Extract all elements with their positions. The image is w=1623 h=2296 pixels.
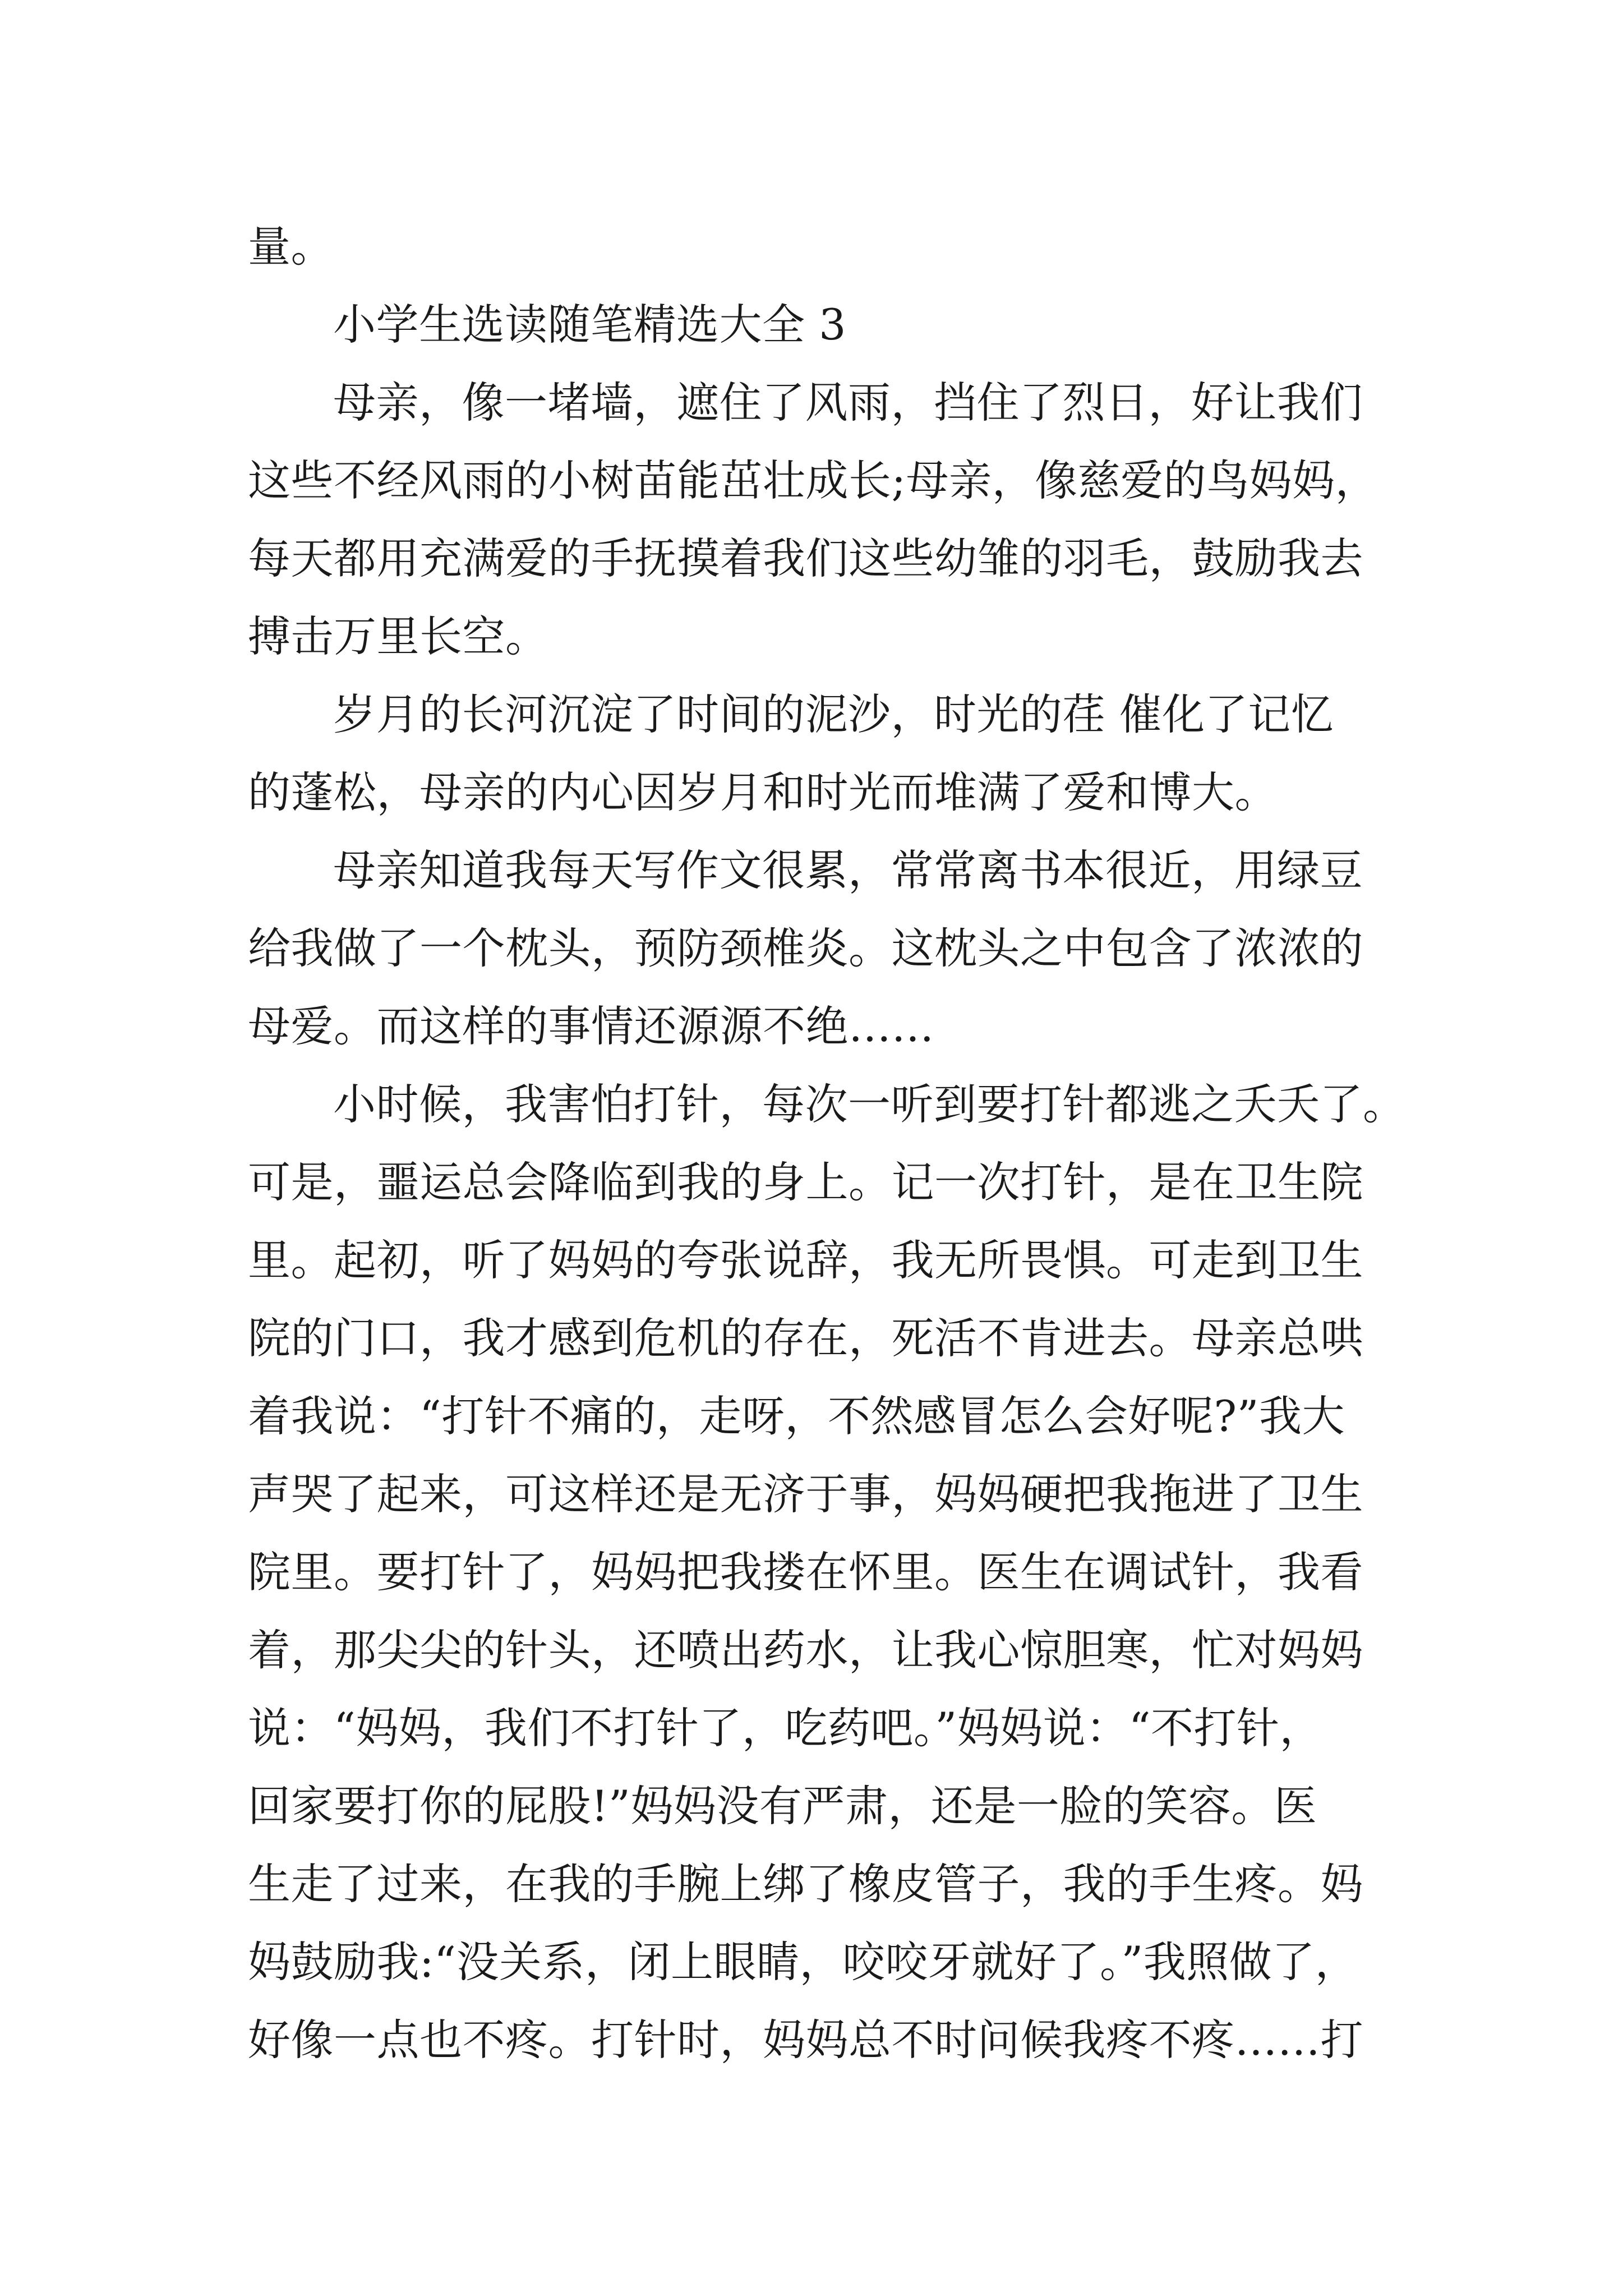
text-line-9: 母亲知道我每天写作文很累，常常离书本很近，用绿豆 [333,845,1363,895]
text-line-14: 里。起初，听了妈妈的夸张说辞，我无所畏惧。可走到卫生 [248,1235,1363,1285]
text-line-18: 院里。要打针了，妈妈把我搂在怀里。医生在调试针，我看 [248,1547,1363,1597]
text-line-24: 好像一点也不疼。打针时，妈妈总不时问候我疼不疼……打 [248,2015,1363,2065]
text-line-8: 的蓬松，母亲的内心因岁月和时光而堆满了爱和博大。 [248,767,1278,817]
text-line-1: 量。 [248,222,334,272]
text-line-10: 给我做了一个枕头，预防颈椎炎。这枕头之中包含了浓浓的 [248,923,1363,973]
text-line-5: 每天都用充满爱的手抚摸着我们这些幼雏的羽毛，鼓励我去 [248,533,1363,583]
text-line-22: 生走了过来，在我的手腕上绑了橡皮管子，我的手生疼。妈 [248,1859,1363,1909]
text-line-16: 着我说：“打针不痛的，走呀，不然感冒怎么会好呢?”我大 [248,1391,1345,1441]
text-line-21: 回家要打你的屁股!”妈妈没有严肃，还是一脸的笑容。医 [248,1781,1317,1831]
text-line-17: 声哭了起来，可这样还是无济于事，妈妈硬把我拖进了卫生 [248,1469,1363,1519]
text-line-4: 这些不经风雨的小树苗能茁壮成长;母亲，像慈爱的鸟妈妈， [248,455,1378,505]
text-line-23: 妈鼓励我:“没关系，闭上眼睛，咬咬牙就好了。”我照做了， [248,1937,1358,1987]
text-line-13: 可是，噩运总会降临到我的身上。记一次打针，是在卫生院 [248,1157,1363,1207]
section-heading: 小学生选读随笔精选大全 3 [333,300,847,349]
text-line-15: 院的门口，我才感到危机的存在，死活不肯进去。母亲总哄 [248,1313,1363,1363]
text-line-11: 母爱。而这样的事情还源源不绝…… [248,1001,934,1051]
text-line-20: 说：“妈妈，我们不打针了，吃药吧。”妈妈说：“不打针， [248,1703,1323,1753]
text-line-7: 岁月的长河沉淀了时间的泥沙，时光的荏 催化了记忆 [333,689,1334,739]
text-line-3: 母亲，像一堵墙，遮住了风雨，挡住了烈日，好让我们 [333,378,1363,427]
text-line-6: 搏击万里长空。 [248,611,548,661]
text-line-19: 着，那尖尖的针头，还喷出药水，让我心惊胆寒，忙对妈妈 [248,1625,1363,1675]
document-body [248,208,1406,2079]
text-line-12: 小时候，我害怕打针，每次一听到要打针都逃之夭夭了。 [333,1079,1406,1129]
